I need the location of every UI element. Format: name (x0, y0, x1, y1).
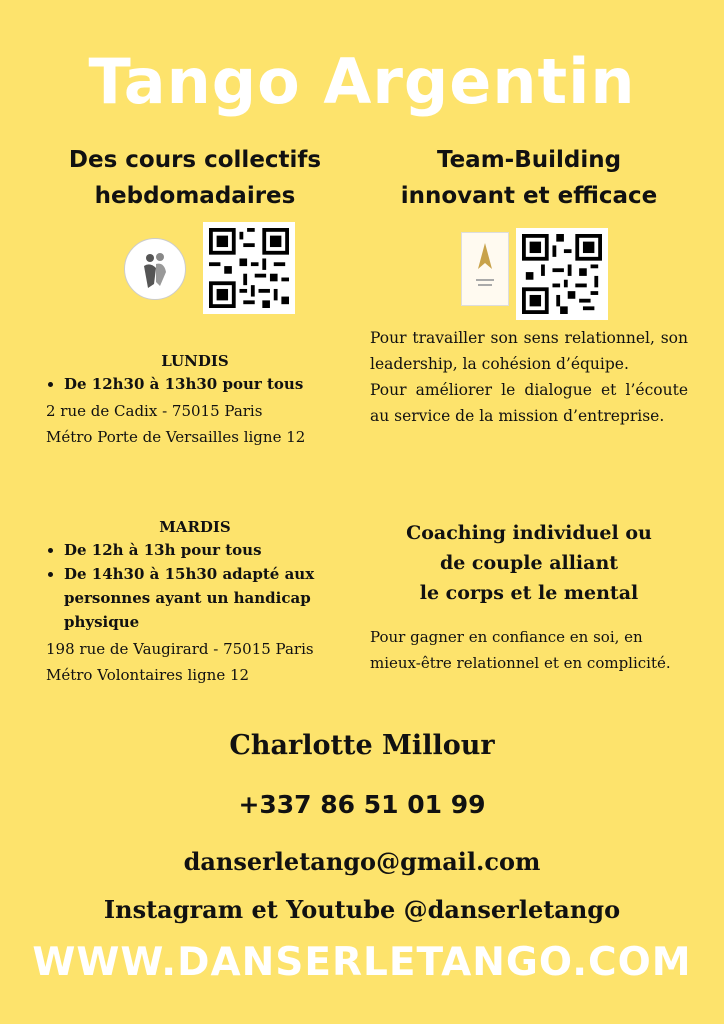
mardis-section (30, 518, 360, 688)
list-item: • De 12h à 13h pour tous (64, 538, 364, 562)
social-handles: Instagram et Youtube @danserletango (103, 895, 621, 924)
team-building-para2: Pour améliorer le dialogue et l’écoute au service de la mission d’entreprise. (370, 381, 688, 425)
dancer-silhouette-icon (470, 239, 500, 299)
website-link[interactable]: WWW.DANSERLETANGO.COM (32, 940, 692, 985)
qr-code-icon (522, 234, 602, 314)
coaching-heading (370, 518, 688, 608)
mardis-address: 198 rue de Vaugirard - 75015 Paris (46, 640, 314, 658)
coaching-description (370, 624, 688, 676)
lundis-heading: LUNDIS (161, 352, 229, 370)
lundis-section (30, 352, 360, 450)
qr-code-icon (209, 228, 289, 308)
left-heading-line1: Des cours collectifs (68, 147, 322, 173)
qr-code-cours[interactable] (203, 222, 295, 314)
team-building-para1: Pour travailler son sens relationnel, son leadership, la cohésion d’équipe. (370, 329, 688, 373)
coaching-heading-line3: le corps et le mental (419, 582, 639, 604)
lundis-metro: Métro Porte de Versailles ligne 12 (46, 428, 306, 446)
association-logo (124, 238, 186, 300)
contact-phone[interactable]: +337 86 51 01 99 (238, 790, 486, 819)
mardis-metro: Métro Volontaires ligne 12 (46, 666, 250, 684)
right-heading-line2: innovant et efficace (400, 183, 658, 209)
list-item: • De 14h30 à 15h30 adapté aux personnes ayant un handicap physique (64, 562, 364, 634)
lundis-list (30, 372, 360, 396)
mardis-heading: MARDIS (159, 518, 231, 536)
page-title: Tango Argentin (88, 45, 636, 118)
qr-code-team-building[interactable] (516, 228, 608, 320)
mardis-list (30, 538, 364, 634)
dancers-icon (130, 244, 180, 294)
contact-email[interactable]: danserletango@gmail.com (183, 847, 541, 876)
coaching-text: Pour gagner en confiance en soi, en mieux-être relationnel et en complicité. (370, 628, 671, 672)
left-heading (30, 142, 360, 214)
right-heading-line1: Team-Building (436, 147, 622, 173)
coaching-heading-line2: de couple alliant (439, 552, 619, 574)
list-item: • De 12h30 à 13h30 pour tous (64, 372, 360, 396)
danser-le-tango-logo (461, 232, 509, 306)
right-heading (370, 142, 688, 214)
contact-name: Charlotte Millour (229, 730, 495, 761)
lundis-address: 2 rue de Cadix - 75015 Paris (46, 402, 263, 420)
coaching-heading-line1: Coaching individuel ou (406, 522, 652, 544)
team-building-description (370, 325, 688, 429)
left-heading-line2: hebdomadaires (94, 183, 296, 209)
